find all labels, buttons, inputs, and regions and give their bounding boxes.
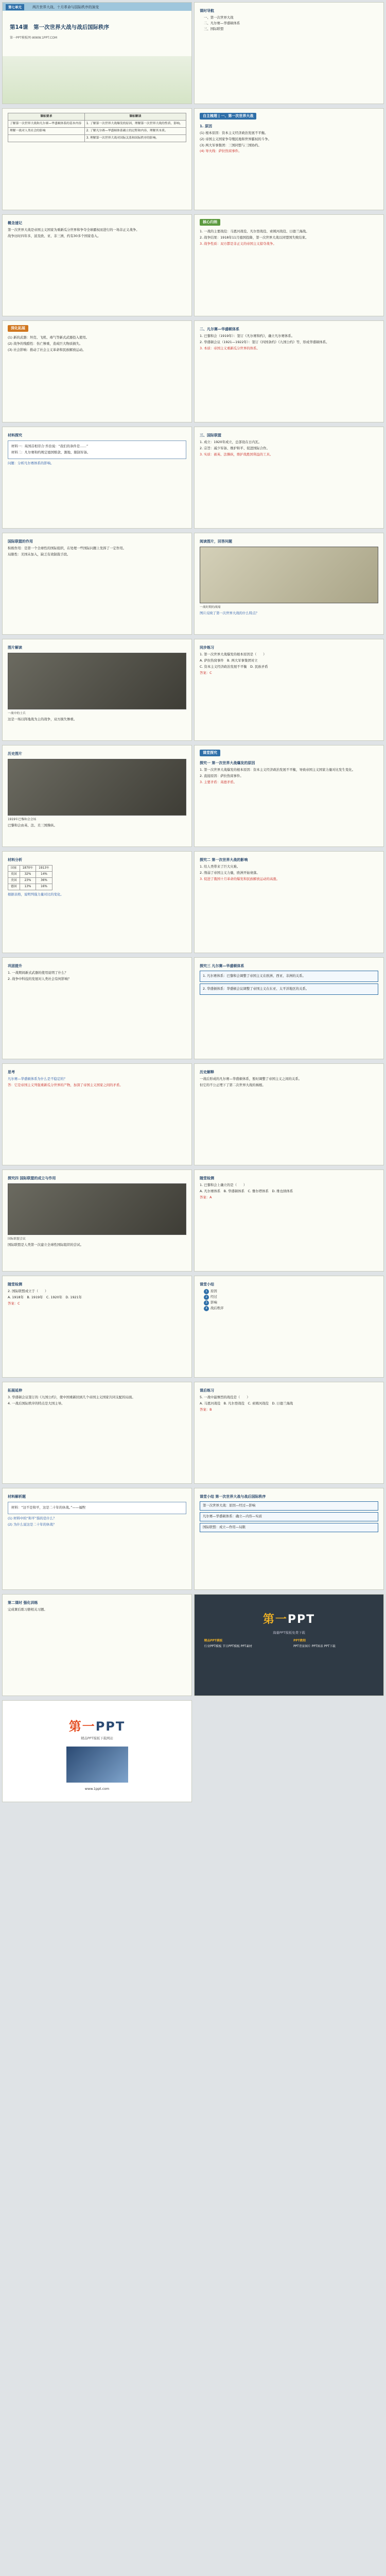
question-line: 问题：分析凡尔赛体系的影响。: [8, 461, 54, 465]
info-box: [200, 1501, 378, 1511]
text-line: C. 资本主义经济政治发展不平衡 D. 民族矛盾: [200, 664, 268, 669]
table-row: [8, 127, 186, 134]
text-line: (2) 战争的残酷性：伤亡惨重，造成巨大物质损失。: [8, 341, 83, 346]
table-cell: 2. 了解凡尔赛—华盛顿体系确立的过程和内容，理解其本质。: [84, 127, 186, 134]
answer-line: 答案：B: [200, 1407, 212, 1412]
text-line: 第一次世界大战是帝国主义国家为重新瓜分世界和争夺全球霸权而进行的一场非正义战争。: [8, 227, 139, 232]
outline-slide: [194, 2, 384, 104]
text-line: (1) 新的武器：坦克、飞机、毒气等新式武器投入使用。: [8, 335, 90, 340]
text-line: (2) 帝国主义国家争夺殖民地和世界霸权的斗争。: [200, 137, 271, 141]
text-line: 1. 第一次世界大战爆发的根本原因是（ ）: [200, 652, 267, 656]
table-cell: 16%: [36, 884, 52, 890]
section-heading: 巩固提升: [8, 964, 22, 968]
bullet-icon: 4: [204, 1306, 209, 1311]
section-heading: 图片解读: [8, 646, 22, 650]
text-line: 这是一场以阵地战为主的战争，双方损失惨重。: [8, 717, 77, 721]
list-item: [204, 1289, 378, 1294]
answer-line: 答案：A: [200, 1195, 212, 1199]
lesson-title: 第14课 第一次世界大战与战后国际秩序: [10, 24, 110, 30]
table-row: [8, 120, 186, 127]
column-text[interactable]: PPT背景图片 PPT图表 PPT下载: [293, 1645, 336, 1648]
text-line: 5. 一战中最惨烈的战役是（ ）: [200, 1395, 250, 1399]
picture-reading-slide: [2, 639, 192, 741]
table-analysis-slide: [2, 851, 192, 953]
question-line: (2) 为什么说这是二十年的休战？: [8, 1522, 57, 1527]
section-heading: 二、凡尔赛—华盛顿体系: [200, 327, 239, 331]
promo-column: [204, 1639, 285, 1649]
consolidate-slide: [2, 957, 192, 1059]
section-heading: 课堂小结 第一次世界大战与战后国际秩序: [200, 1495, 266, 1499]
table-cell: 23%: [20, 877, 36, 884]
unit-topic: 两次世界大战、十月革命与国际秩序的演变: [32, 5, 99, 9]
table-cell: 德国: [8, 884, 20, 890]
section-heading: 国际联盟的作用: [8, 539, 33, 544]
thinking-slide: [2, 1063, 192, 1165]
column-title: PPT教程: [293, 1639, 306, 1643]
cover-band: [3, 56, 191, 104]
text-line: 3. 华盛顿会议签订的《九国公约》，使中国重新回到几个帝国主义国家共同支配的局面。: [8, 1395, 135, 1399]
syllabus-slide: [2, 108, 192, 210]
outline-list: [204, 15, 378, 32]
brand-logo: [8, 1717, 186, 1736]
table-cell: 英国: [8, 871, 20, 877]
text-line: 凡尔赛—华盛顿体系：确立—内容—实质: [203, 1514, 262, 1518]
bullet-icon: 1: [204, 1289, 209, 1294]
inquiry-two-slide: [194, 851, 384, 953]
photo-caption: 1919年巴黎和会会场: [8, 818, 37, 821]
text-line: 国际联盟：成立—作用—局限: [203, 1524, 246, 1529]
list-item-label: 经过: [210, 1294, 217, 1299]
material-box: [8, 440, 186, 459]
photo-caption: 一战中的士兵: [8, 711, 26, 715]
table-cell: 1. 了解第一次世界大战爆发的原因，理解第一次世界大战的性质、影响。: [84, 120, 186, 127]
brand-slogan: 精品PPT模板下载网站: [81, 1736, 113, 1741]
answer-line: 答：它是帝国主义列强重新瓜分世界的产物，加深了帝国主义国家之间的矛盾。: [8, 1082, 123, 1087]
section-heading: 课堂小结: [200, 1282, 214, 1286]
list-item-label: 影响: [210, 1300, 217, 1304]
info-box: [200, 984, 378, 995]
bullet-icon: 2: [204, 1295, 209, 1300]
info-box: [200, 1523, 378, 1532]
section-bar: 自主梳理 | 一、第一次世界大战: [200, 113, 256, 120]
section-bar: 课堂探究: [200, 750, 220, 756]
text-line: 3. 促进了俄国十月革命的爆发和民族解放运动的高涨。: [200, 876, 280, 881]
soldiers-photo: [8, 653, 186, 709]
section-heading: 材料解析题: [8, 1495, 26, 1499]
logo-part: 第一: [262, 1613, 288, 1626]
table-row: [8, 134, 186, 142]
section-heading: 同步练习: [200, 646, 214, 650]
self-study-slide: [194, 108, 384, 210]
section-heading: 第二课时 强化训练: [8, 1601, 38, 1605]
text-line: 2. 国际联盟成立于（ ）: [8, 1289, 48, 1293]
section-heading: 拓展延伸: [8, 1388, 22, 1393]
promo-columns: [200, 1639, 378, 1649]
outline-item: 二、凡尔赛—华盛顿体系: [204, 21, 240, 25]
brand-logo: [200, 1611, 378, 1629]
cover-url: 第一PPT模板网-WWW.1PPT.COM: [10, 36, 58, 40]
section-heading: 探究三 凡尔赛—华盛顿体系: [200, 964, 244, 968]
table-cell: 了解第一次世界大战和凡尔赛—华盛顿体系的基本内容: [8, 120, 85, 127]
table-cell: 32%: [20, 871, 36, 877]
promo-column: [293, 1639, 374, 1649]
outline-item: 一、第一次世界大战: [204, 15, 234, 20]
table-row: [8, 877, 52, 884]
conference-photo: [8, 759, 186, 816]
concept-slide: [2, 214, 192, 316]
table-cell: 3. 理解第一次世界大战对国际关系和国际秩序的影响。: [84, 134, 186, 142]
outline-title: 课时导航: [200, 9, 214, 13]
text-line: 材料：“这不是和平，这是二十年的休战。”——福煦: [11, 1505, 86, 1510]
section-heading: 历史解释: [200, 1070, 214, 1074]
text-line: 国际联盟是人类第一次建立全球性国际组织的尝试。: [8, 1242, 83, 1247]
summary-map-slide: [194, 1276, 384, 1378]
section-heading: 材料分析: [8, 858, 22, 862]
unit-badge: 第七单元: [6, 4, 24, 10]
text-line: 一战后形成的凡尔赛—华盛顿体系，暂时调整了帝国主义之间的关系。: [200, 1076, 302, 1081]
text-line: 1. 巴黎和会（1919年）：签订《凡尔赛和约》，确立凡尔赛体系。: [200, 333, 295, 338]
text-line: (1) 根本原因：资本主义经济政治发展不平衡。: [200, 130, 268, 135]
lesson-summary-slide: [194, 1488, 384, 1590]
text-line: 材料二：凡尔赛和约规定德国赔款、割地、限制军备。: [11, 450, 91, 454]
section-heading: 材料探究: [8, 433, 22, 437]
section-bar: 深化拓展: [8, 325, 28, 332]
cover-slide: [2, 2, 192, 104]
extension-slide: [2, 320, 192, 422]
section-heading: 1. 原因: [200, 124, 212, 128]
exercise-slide: [194, 639, 384, 741]
photo-caption: 一战时期的战壕: [200, 605, 221, 609]
text-line: 巴黎和会由英、法、美三国操纵。: [8, 823, 57, 827]
text-line: (4) 导火线：萨拉热窝事件。: [200, 149, 242, 154]
text-line: 2. 战争结果：1918年11月德国投降，第一次世界大战以同盟国失败结束。: [200, 235, 309, 240]
picture-question-slide: [194, 533, 384, 635]
table-header: 1913年: [36, 865, 52, 871]
table-row: [8, 871, 52, 877]
section-heading: 阅读图片，回答问题: [200, 539, 232, 544]
practice-slide: [2, 1594, 192, 1696]
system-slide: [194, 320, 384, 422]
column-text[interactable]: 行业PPT模板 节日PPT模板 PPT素材: [204, 1645, 252, 1648]
material-question-slide: [2, 1488, 192, 1590]
text-line: (3) 社会影响：推动了社会主义革命和民族解放运动。: [8, 347, 86, 352]
text-line: 1. 成立：1920年成立，总部设在日内瓦。: [200, 439, 262, 444]
section-heading: 探究一 第一次世界大战爆发的原因: [200, 760, 255, 765]
table-header: 课标解读: [84, 113, 186, 121]
trench-photo: [200, 547, 378, 603]
question-line: 图片反映了第一次世界大战的什么特点？: [200, 611, 259, 615]
power-table: [8, 865, 52, 890]
league-photo: [8, 1183, 186, 1235]
section-heading: 历史图片: [8, 752, 22, 756]
text-line: 材料一：英国首相劳合·乔治说：“我们的条件是……”: [11, 444, 89, 448]
table-header: 课标要求: [8, 113, 85, 121]
extension2-slide: [2, 1382, 192, 1484]
promo-slide-2: [2, 1700, 192, 1802]
text-line: 1. 凡尔赛体系：巴黎和会调整了帝国主义在欧洲、西亚、非洲的关系。: [203, 973, 306, 978]
quiz-slide-1: [194, 1170, 384, 1272]
outline-item: 三、国际联盟: [204, 26, 224, 31]
table-header: 国家: [8, 865, 20, 871]
brand-slogan: 海量PPT模板免费下载: [273, 1631, 305, 1635]
text-line: 完成课后练习册相关习题。: [8, 1607, 47, 1612]
table-header: 1870年: [20, 865, 36, 871]
question-line: (1) 材料中的“和平”指的是什么？: [8, 1516, 57, 1520]
info-box: [200, 1512, 378, 1521]
promo-slide-1: [194, 1594, 384, 1696]
text-line: 1. 巴黎和会上确立的是（ ）: [200, 1182, 247, 1187]
brand-url[interactable]: www.1ppt.com: [84, 1787, 110, 1791]
answer-line: 答案：C: [8, 1301, 20, 1306]
answer-line: 答案：C: [200, 670, 212, 675]
material-box: [8, 1502, 186, 1514]
text-line: 2. 华盛顿体系：华盛顿会议调整了帝国主义在东亚、太平洋地区的关系。: [203, 986, 309, 991]
text-line: 2. 华盛顿会议（1921—1922年）：签订《四国条约》《九国公约》等，形成华盛顿体系。: [200, 340, 329, 344]
syllabus-table: [8, 113, 186, 142]
text-line: 2. 直接原因：萨拉热窝事件。: [200, 773, 243, 778]
question-line: 根据表格，说明列强力量对比的变化。: [8, 892, 64, 896]
logo-part: PPT: [287, 1613, 315, 1626]
text-line: 3. 实质：被英、法操纵，维护战胜国利益的工具。: [200, 452, 273, 456]
table-row: [8, 884, 52, 890]
text-line: 4. 一战后国际秩序的特点是大国主导。: [8, 1401, 65, 1405]
text-line: (3) 两大军事集团：三国同盟与三国协约。: [200, 143, 261, 147]
text-line: 1. 第一次世界大战爆发的根本原因：资本主义经济政治发展不平衡，导致帝国主义国家力量对比发生变化。: [200, 767, 356, 772]
text-line: A. 凡尔赛体系 B. 华盛顿体系 C. 雅尔塔体系 D. 维也纳体系: [200, 1189, 293, 1193]
text-line: A. 1918年 B. 1919年 C. 1920年 D. 1921年: [8, 1295, 82, 1299]
text-line: 3. 战争性质：双方都是非正义的帝国主义掠夺战争。: [200, 241, 276, 246]
text-line: 战争历时四年多，波及欧、亚、非三洲，约有30多个国家卷入。: [8, 233, 101, 238]
section-heading: 三、国际联盟: [200, 433, 221, 437]
section-heading: 探究二 第一次世界大战的影响: [200, 858, 248, 862]
text-line: 积极作用：是第一个全球性的国际组织，在处理一些国际问题上发挥了一定作用。: [8, 546, 127, 550]
list-item-label: 战后秩序: [210, 1306, 224, 1310]
text-line: 局限性：美国未加入，缺乏有效制裁手段。: [8, 552, 71, 556]
text-line: 2. 削弱了帝国主义力量，欧洲开始衰落。: [200, 870, 260, 875]
inquiry-three-slide: [194, 957, 384, 1059]
text-line: A. 马恩河战役 B. 凡尔登战役 C. 索姆河战役 D. 日德兰海战: [200, 1401, 293, 1405]
table-cell: 36%: [36, 877, 52, 884]
summary-list: [204, 1289, 378, 1311]
photo-caption: 国际联盟会议: [8, 1237, 26, 1241]
text-line: 1. 给人类带来了巨大灾难。: [200, 864, 240, 869]
homework-slide: [194, 1382, 384, 1484]
section-heading: 思考: [8, 1070, 15, 1074]
logo-part: PPT: [95, 1719, 126, 1734]
history-photo-slide: [2, 745, 192, 847]
text-line: 1. 一战的主要战役：马恩河战役、凡尔登战役、索姆河战役、日德兰海战。: [200, 229, 309, 233]
question-line: 凡尔赛—华盛顿体系为什么是不稳定的？: [8, 1076, 67, 1081]
table-cell: 理解一战对人类社会的影响: [8, 127, 85, 134]
table-cell: [8, 134, 85, 142]
section-heading: 随堂检测: [200, 1176, 214, 1180]
table-cell: 14%: [36, 871, 52, 877]
list-item-label: 原因: [210, 1289, 217, 1293]
section-heading: 课后练习: [200, 1388, 214, 1393]
template-preview: [66, 1747, 128, 1783]
text-line: 第一次世界大战：原因—经过—影响: [203, 1503, 256, 1507]
section-heading: 随堂检测: [8, 1282, 22, 1286]
section-heading: 概念速记: [8, 221, 22, 225]
text-line: 3. 主要矛盾：英德矛盾。: [200, 779, 237, 784]
bullet-icon: 3: [204, 1300, 209, 1306]
text-line: 2. 宗旨：减少军备、维护和平、促进国际合作。: [200, 446, 270, 450]
logo-part: 第一: [68, 1719, 96, 1734]
table-cell: 美国: [8, 877, 20, 884]
text-line: 3. 本质：帝国主义重新瓜分世界的体系。: [200, 346, 260, 350]
league-slide: [194, 427, 384, 529]
interpretation-slide: [194, 1063, 384, 1165]
summary-slide: [194, 214, 384, 316]
section-heading: 探究四 国际联盟的成立与作用: [8, 1176, 56, 1180]
list-item: [204, 1306, 378, 1311]
text-line: A. 萨拉热窝事件 B. 两大军事集团对立: [200, 658, 258, 663]
list-item: [204, 1300, 378, 1306]
quiz-slide-2: [2, 1276, 192, 1378]
section-bar: 核心归纳: [200, 219, 220, 226]
list-item: [204, 1295, 378, 1300]
column-title: 精品PPT模板: [204, 1639, 223, 1643]
material-slide: [2, 427, 192, 529]
inquiry-one-slide: [194, 745, 384, 847]
league-role-slide: [2, 533, 192, 635]
text-line: 但它的不公正埋下了第二次世界大战的祸根。: [200, 1082, 266, 1087]
table-cell: 13%: [20, 884, 36, 890]
inquiry-four-slide: [2, 1170, 192, 1272]
text-line: 1. 一战期间新式武器的使用说明了什么？: [8, 970, 68, 975]
info-box: [200, 971, 378, 982]
text-line: 2. 战争中科技的发展对人类社会有何影响？: [8, 976, 72, 981]
